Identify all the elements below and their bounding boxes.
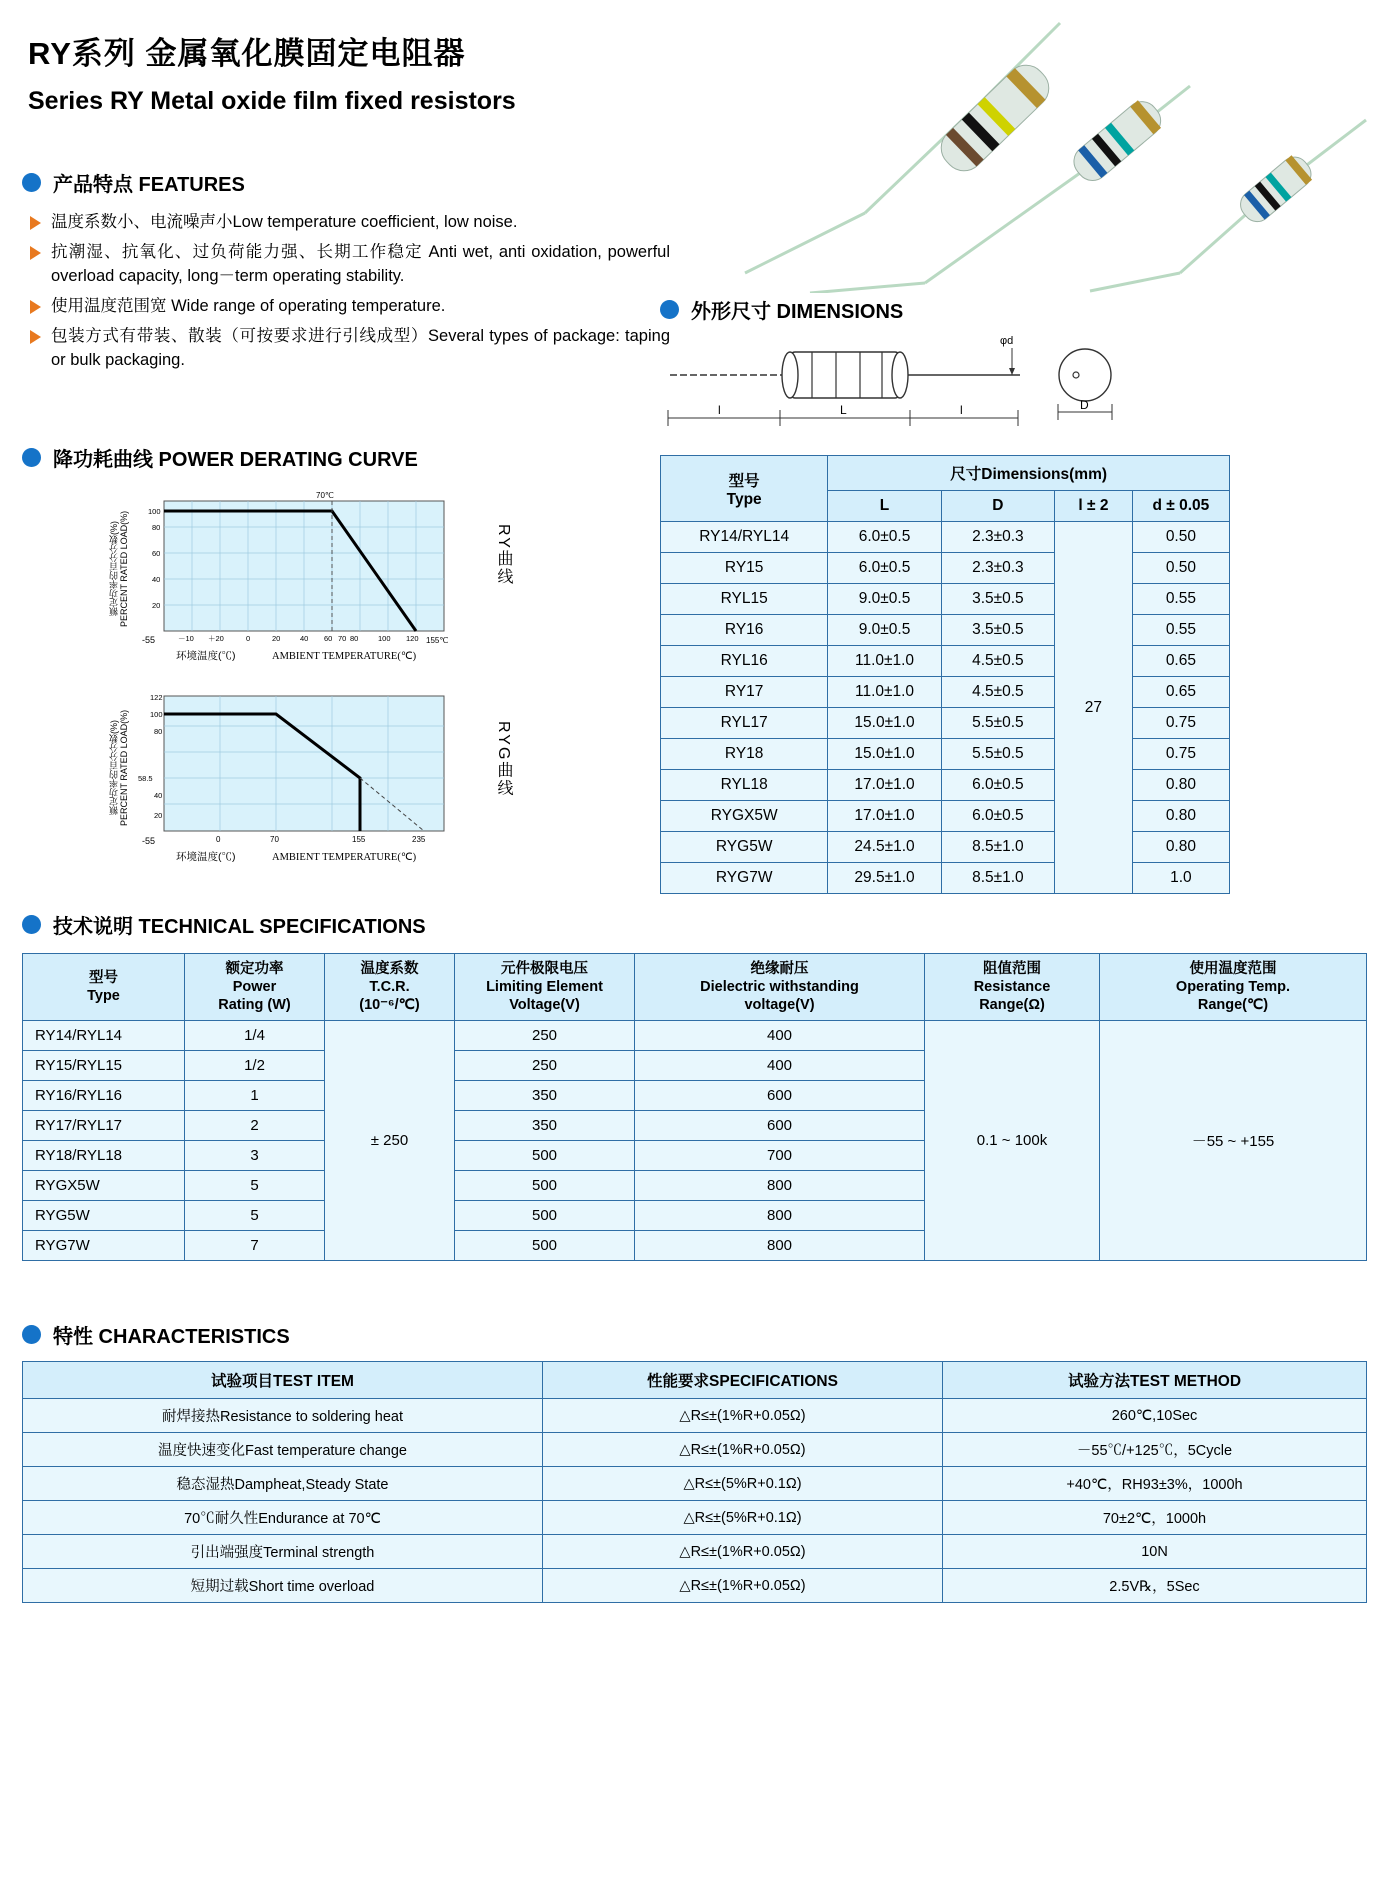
- dimensions-drawing: [660, 330, 1360, 440]
- chart2-y-axis-label: 额定功率的百分分数(%) PERCENT RATED LOAD(%): [109, 709, 129, 827]
- chart2-side-label: RYG曲线: [495, 721, 512, 798]
- spec-resistance-merged: 0.1 ~ 100k: [925, 1021, 1100, 1261]
- features-list: [30, 211, 670, 373]
- phi-d-label: φd: [1000, 335, 1014, 347]
- bullet-icon: [22, 915, 41, 934]
- characteristics-section: [22, 1320, 1367, 1603]
- feature-text: 抗潮湿、抗氧化、过负荷能力强、长期工作稳定 Anti wet, anti oxidation, powerful overload capacity, long－term operating stability.: [51, 242, 670, 285]
- feature-item: [30, 211, 670, 235]
- table-row: RYG5W 24.5±1.0 8.5±1.0 0.80: [661, 832, 1230, 863]
- svg-text:80: 80: [154, 727, 163, 736]
- svg-text:155℃: 155℃: [426, 636, 449, 645]
- svg-text:40: 40: [152, 575, 161, 584]
- chart2-xlabel-en: AMBIENT TEMPERATURE(℃): [272, 852, 417, 863]
- spec-col-temp-range: 使用温度范围 Operating Temp. Range(℃): [1100, 954, 1367, 1021]
- svg-text:.: .: [154, 777, 157, 786]
- derating-chart-2: [22, 681, 642, 871]
- spec-col-tcr: 温度系数 T.C.R. (10⁻⁶/℃): [325, 954, 455, 1021]
- triangle-bullet-icon: [30, 246, 41, 260]
- chart2-xlabel-cn: 环境温度(℃): [176, 851, 236, 863]
- technical-heading: 技术说明 TECHNICAL SPECIFICATIONS: [53, 916, 426, 938]
- table-row: 引出端强度Terminal strength △R≤±(1%R+0.05Ω) 10N: [23, 1535, 1367, 1569]
- characteristics-table: [22, 1361, 1367, 1603]
- feature-item: [30, 241, 670, 289]
- spec-col-type: 型号 Type: [23, 954, 185, 1021]
- table-row: 短期过载Short time overload △R≤±(1%R+0.05Ω) 2.5V℞，5Sec: [23, 1569, 1367, 1603]
- table-row: RY15/RYL15 1/2 250 400: [23, 1051, 1367, 1081]
- svg-text:70: 70: [338, 634, 347, 643]
- table-row: RYGX5W 17.0±1.0 6.0±0.5 0.80: [661, 801, 1230, 832]
- svg-text:l: l: [960, 403, 963, 417]
- bullet-icon: [660, 300, 679, 319]
- table-row: 耐焊接热Resistance to soldering heat △R≤±(1%R+0.05Ω) 260℃,10Sec: [23, 1399, 1367, 1433]
- dim-group-header: 尺寸Dimensions(mm): [828, 456, 1230, 491]
- svg-text:235: 235: [412, 835, 426, 844]
- chart2-plot: [134, 686, 464, 866]
- char-col-item: 试验项目TEST ITEM: [23, 1362, 543, 1399]
- table-row: RYL15 9.0±0.5 3.5±0.5 0.55: [661, 584, 1230, 615]
- resistor-outline-drawing: [660, 330, 1360, 445]
- bullet-icon: [22, 1325, 41, 1344]
- technical-heading-row: [22, 910, 1367, 939]
- bullet-icon: [22, 448, 41, 467]
- derating-heading-row: [22, 443, 642, 472]
- svg-text:120: 120: [406, 634, 419, 643]
- svg-text:80: 80: [152, 523, 161, 532]
- dim-col-type: 型号 Type: [661, 456, 828, 522]
- page-title-cn: RY系列 金属氧化膜固定电阻器: [28, 36, 466, 71]
- table-row: RY16 9.0±0.5 3.5±0.5 0.55: [661, 615, 1230, 646]
- table-row: RYG5W 5 500 800: [23, 1201, 1367, 1231]
- feature-item: [30, 295, 670, 319]
- svg-text:20: 20: [152, 601, 161, 610]
- char-col-spec: 性能要求SPECIFICATIONS: [543, 1362, 943, 1399]
- dimensions-heading: 外形尺寸 DIMENSIONS: [691, 301, 904, 323]
- table-row: RY17 11.0±1.0 4.5±0.5 0.65: [661, 677, 1230, 708]
- svg-text:70: 70: [270, 835, 279, 844]
- svg-text:L: L: [840, 403, 847, 417]
- dim-l-merged: 27: [1055, 522, 1133, 894]
- svg-text:40: 40: [300, 634, 309, 643]
- technical-section: [22, 910, 1367, 1261]
- spec-col-dielectric: 绝缘耐压 Dielectric withstanding voltage(V): [635, 954, 925, 1021]
- feature-item: [30, 325, 670, 373]
- product-photo: [660, 8, 1370, 288]
- svg-text:D: D: [1080, 398, 1089, 412]
- svg-text:122: 122: [150, 693, 163, 702]
- dimensions-heading-row: [660, 295, 1360, 324]
- table-row: RYL18 17.0±1.0 6.0±0.5 0.80: [661, 770, 1230, 801]
- svg-text:20: 20: [154, 811, 163, 820]
- svg-text:－10: －10: [178, 634, 194, 643]
- svg-text:＋20: ＋20: [208, 634, 224, 643]
- chart1-plot: [134, 489, 464, 664]
- table-row: RYG7W 7 500 800: [23, 1231, 1367, 1261]
- svg-text:40: 40: [154, 791, 163, 800]
- spec-temp-merged: －55 ~ +155: [1100, 1021, 1367, 1261]
- svg-text:60: 60: [152, 549, 161, 558]
- svg-text:0: 0: [216, 835, 221, 844]
- spec-tcr-merged: ± 250: [325, 1021, 455, 1261]
- derating-section: [22, 443, 642, 871]
- spec-col-limiting-voltage: 元件极限电压 Limiting Element Voltage(V): [455, 954, 635, 1021]
- svg-text:100: 100: [378, 634, 391, 643]
- table-row: RY15 6.0±0.5 2.3±0.3 0.50: [661, 553, 1230, 584]
- dim-col-l: l ± 2: [1055, 491, 1133, 522]
- svg-text:80: 80: [350, 634, 359, 643]
- table-row: RYGX5W 5 500 800: [23, 1171, 1367, 1201]
- table-row: RYG7W 29.5±1.0 8.5±1.0 1.0: [661, 863, 1230, 894]
- dim-col-d: d ± 0.05: [1132, 491, 1229, 522]
- chart1-xlabel-cn: 环境温度(℃): [176, 650, 236, 662]
- table-row: 稳态湿热Dampheat,Steady State △R≤±(5%R+0.1Ω) +40℃，RH93±3%，1000h: [23, 1467, 1367, 1501]
- feature-text: 温度系数小、电流噪声小Low temperature coefficient, low noise.: [51, 213, 518, 231]
- table-row: RYL17 15.0±1.0 5.5±0.5 0.75: [661, 708, 1230, 739]
- svg-text:100: 100: [148, 507, 161, 516]
- page-title-en: Series RY Metal oxide film fixed resistors: [28, 87, 516, 115]
- spec-col-power: 额定功率 Power Rating (W): [185, 954, 325, 1021]
- svg-text:60: 60: [324, 634, 333, 643]
- feature-text: 包装方式有带装、散装（可按要求进行引线成型）Several types of package: taping or bulk packaging.: [51, 326, 670, 369]
- chart1-side-label: RY曲线: [495, 524, 512, 586]
- svg-text:l: l: [718, 403, 721, 417]
- bullet-icon: [22, 173, 41, 192]
- svg-text:-55: -55: [142, 635, 156, 645]
- table-row: RY16/RYL16 1 350 600: [23, 1081, 1367, 1111]
- chart1-knee-label: 70℃: [316, 491, 334, 500]
- triangle-bullet-icon: [30, 216, 41, 230]
- feature-text: 使用温度范围宽 Wide range of operating temperature.: [51, 296, 446, 315]
- dim-col-L: L: [828, 491, 941, 522]
- table-row: 70℃耐久性Endurance at 70℃ △R≤±(5%R+0.1Ω) 70±2℃，1000h: [23, 1501, 1367, 1535]
- dimensions-section: [660, 295, 1360, 324]
- features-section: [22, 168, 670, 379]
- table-row: RY17/RYL17 2 350 600: [23, 1111, 1367, 1141]
- features-heading: 产品特点 FEATURES: [53, 174, 245, 196]
- characteristics-heading-row: [22, 1320, 1367, 1349]
- svg-text:-55: -55: [142, 836, 156, 846]
- table-row: 温度快速变化Fast temperature change △R≤±(1%R+0.05Ω) －55℃/+125℃，5Cycle: [23, 1433, 1367, 1467]
- dimensions-table-wrap: [660, 455, 1360, 894]
- derating-heading: 降功耗曲线 POWER DERATING CURVE: [53, 449, 418, 471]
- table-row: RYL16 11.0±1.0 4.5±0.5 0.65: [661, 646, 1230, 677]
- triangle-bullet-icon: [30, 330, 41, 344]
- svg-text:100: 100: [150, 710, 163, 719]
- chart1-xlabel-en: AMBIENT TEMPERATURE(℃): [272, 651, 417, 662]
- chart1-y-axis-label: 额定功率的百分分数(%) PERCENT RATED LOAD(%): [109, 510, 129, 628]
- dimensions-table: [660, 455, 1230, 894]
- characteristics-heading: 特性 CHARACTERISTICS: [53, 1326, 290, 1348]
- triangle-bullet-icon: [30, 300, 41, 314]
- table-row: RY14/RYL14 6.0±0.5 2.3±0.3 27 0.50: [661, 522, 1230, 553]
- table-row: RY18 15.0±1.0 5.5±0.5 0.75: [661, 739, 1230, 770]
- svg-text:58.5: 58.5: [138, 774, 153, 783]
- features-heading-row: [22, 168, 662, 197]
- table-row: RY14/RYL14 1/4 ± 250 250 400 0.1 ~ 100k －55 ~ +155: [23, 1021, 1367, 1051]
- svg-text:155: 155: [352, 835, 366, 844]
- technical-table: [22, 953, 1367, 1261]
- svg-text:0: 0: [246, 634, 251, 643]
- char-col-method: 试验方法TEST METHOD: [943, 1362, 1367, 1399]
- dim-col-D: D: [941, 491, 1054, 522]
- table-row: RY18/RYL18 3 500 700: [23, 1141, 1367, 1171]
- spec-col-resistance-range: 阻值范围 Resistance Range(Ω): [925, 954, 1100, 1021]
- derating-chart-1: [22, 484, 642, 669]
- svg-text:20: 20: [272, 634, 281, 643]
- resistors-illustration: [660, 8, 1370, 293]
